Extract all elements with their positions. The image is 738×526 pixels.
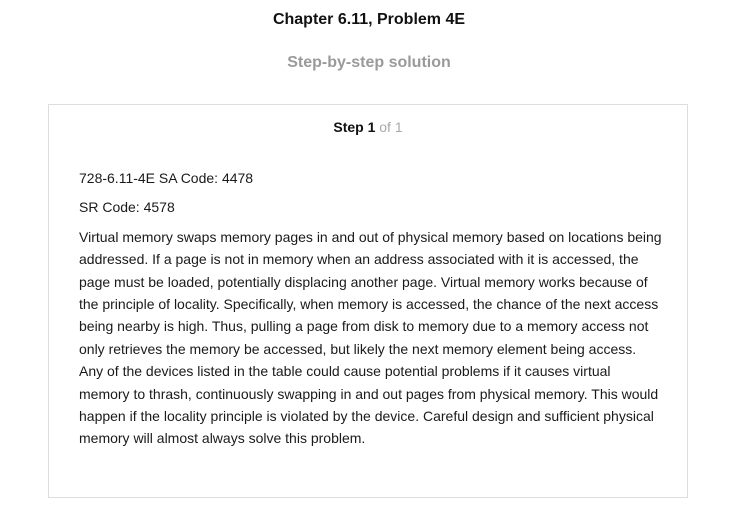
step-count: of 1 [379,119,403,135]
solution-content [79,167,663,457]
solution-card [48,104,688,498]
sa-code-line: 728-6.11-4E SA Code: 4478 [79,170,254,186]
solution-body: Virtual memory swaps memory pages in and out of physical memory based on locations being addressed. If a page is not in memory when an address associated with it is accessed, the page must be loaded, potentially displacing another page. Virtual memory works because of the principle of locality. Specifically, when memory is accessed, the chance of the next access being nearby is high. Thus, pulling a page from disk to memory due to a memory access not only retrieves the memory be accessed, but likely the next memory element being access. Any of the devices listed in the table could cause potential problems if it causes virtual memory to thrash, continuously swapping in and out pages from physical memory. This would happen if the locality principle is violated by the device. Careful design and sufficient physical memory will almost always solve this problem. [79,228,662,447]
solution-subtitle: Step-by-step solution [287,54,451,71]
page-title: Chapter 6.11, Problem 4E [272,11,466,28]
sr-code-line: SR Code: 4578 [79,199,175,216]
step-label: Step 1 [333,119,376,135]
step-header [49,119,687,135]
